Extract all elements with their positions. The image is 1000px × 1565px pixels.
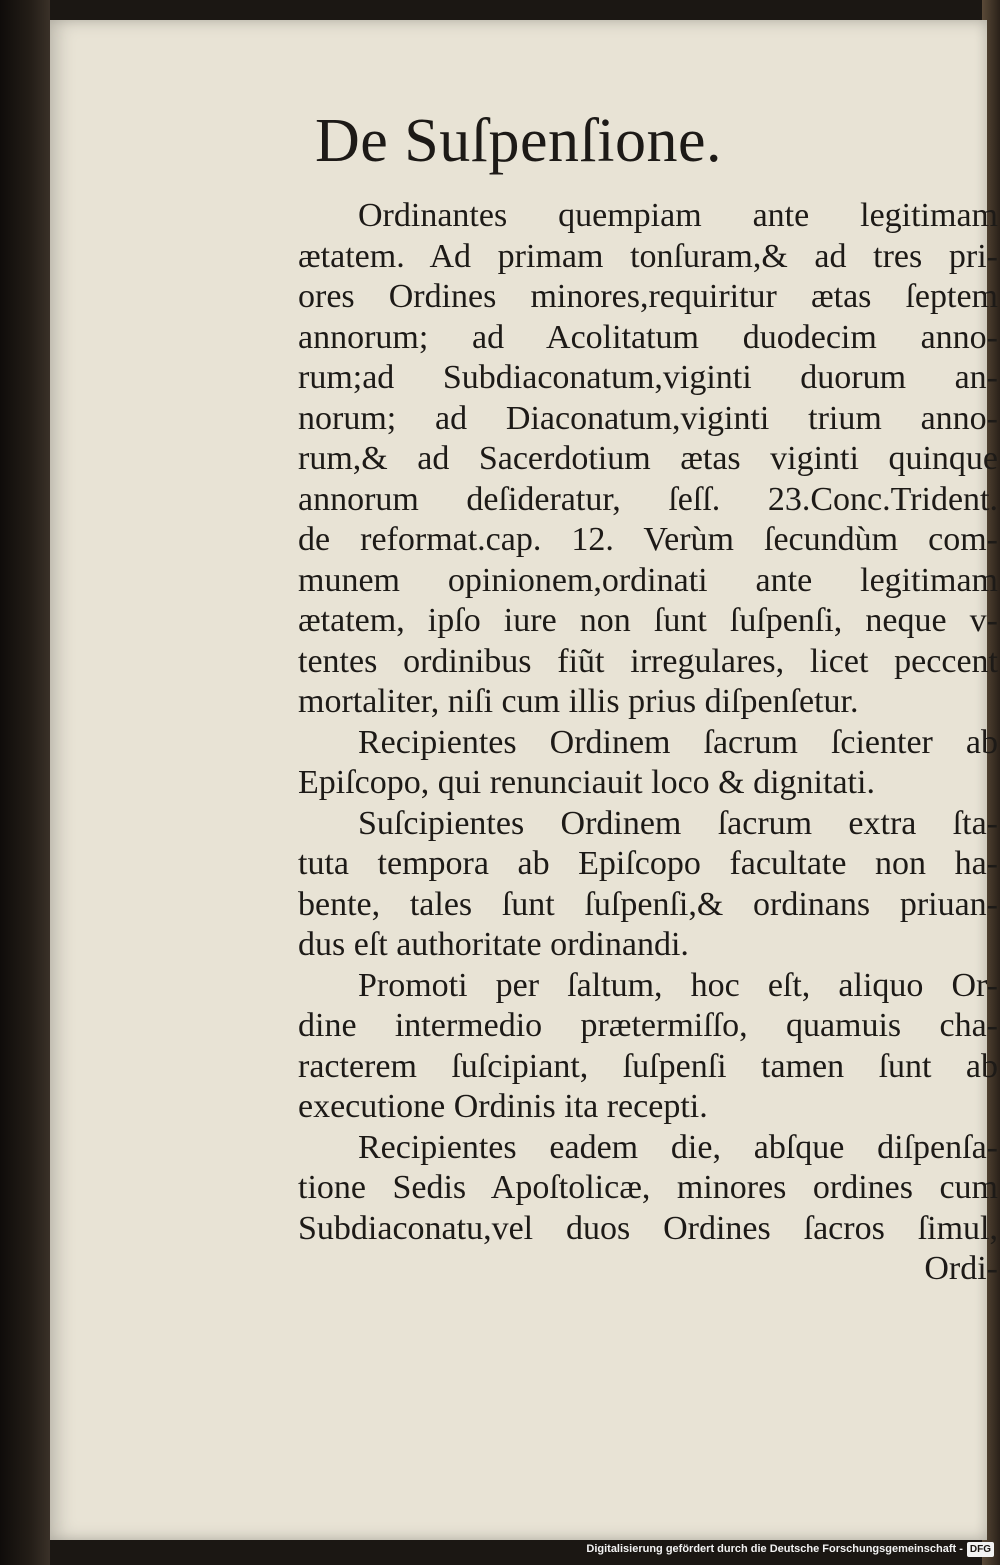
credit-text: Digitalisierung gefördert durch die Deutsche Forschungsgemeinschaft - <box>586 1543 963 1555</box>
text-line: Promoti per ſaltum, hoc eſt, aliquo Or- <box>358 966 998 1004</box>
book-page <box>50 20 998 1540</box>
text-line: bente, tales ſunt ſuſpenſi,& ordinans priuan- <box>298 885 998 923</box>
text-line: ætatem. Ad primam tonſuram,& ad tres pri- <box>298 237 998 275</box>
text-line: Recipientes eadem die, abſque diſpenſa- <box>358 1128 998 1166</box>
text-line: rum;ad Subdiaconatum,viginti duorum an- <box>298 359 998 396</box>
text-line: dus eſt authoritate ordinandi. <box>298 926 689 963</box>
text-line: racterem ſuſcipiant, ſuſpenſi tamen ſunt ab <box>298 1047 998 1085</box>
text-line: tione Sedis Apoſtolicæ, minores ordines cum <box>298 1169 998 1206</box>
text-line: annorum; ad Acolitatum duodecim anno- <box>298 318 998 356</box>
text-line: tentes ordinibus fiũt irregulares, licet peccent <box>298 642 998 680</box>
book-binding-left <box>0 0 50 1565</box>
text-line: munem opinionem,ordinati ante legitimam <box>298 561 998 599</box>
text-line: Recipientes Ordinem ſacrum ſcienter ab <box>358 723 998 761</box>
text-line: tuta tempora ab Epiſcopo facultate non ha- <box>298 845 998 882</box>
page-text <box>298 196 998 1290</box>
text-line: Epiſcopo, qui renunciauit loco & dignitati. <box>298 764 875 801</box>
text-line: dine intermedio prætermiſſo, quamuis cha- <box>298 1007 998 1044</box>
catchword: Ordi- <box>924 1250 998 1287</box>
text-line: ores Ordines minores,requiritur ætas ſeptem <box>298 278 998 315</box>
text-line: de reformat.cap. 12. Verùm ſecundùm com- <box>298 521 998 558</box>
text-line: ætatem, ipſo iure non ſunt ſuſpenſi, neque v- <box>298 602 998 639</box>
text-line: annorum deſideratur, ſeſſ. 23.Conc.Trident. <box>298 480 998 518</box>
text-line: mortaliter, niſi cum illis prius diſpenſetur. <box>298 683 859 720</box>
text-line: Ordinantes quempiam ante legitimam <box>358 197 998 234</box>
text-line: norum; ad Diaconatum,viginti trium anno- <box>298 399 998 437</box>
text-line: Suſcipientes Ordinem ſacrum extra ſta- <box>358 804 998 842</box>
text-line: rum,& ad Sacerdotium ætas viginti quinque <box>298 440 998 477</box>
page-heading: De Suſpenſione. <box>315 107 722 175</box>
digitization-credit <box>586 1539 994 1559</box>
dfg-logo: DFG <box>967 1542 994 1557</box>
text-line: executione Ordinis ita recepti. <box>298 1088 708 1125</box>
text-line: Subdiaconatu,vel duos Ordines ſacros ſimul, <box>298 1209 998 1247</box>
